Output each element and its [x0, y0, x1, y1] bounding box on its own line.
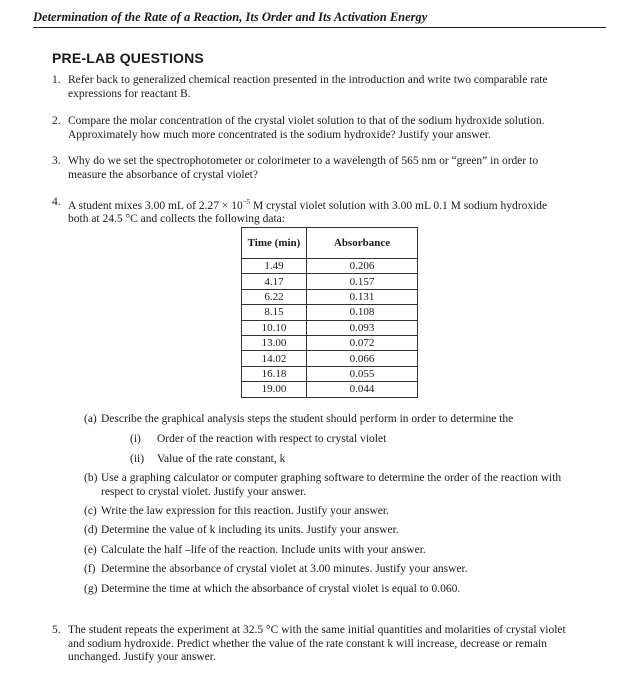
question-text [68, 196, 568, 227]
subpart-a-i [130, 433, 590, 447]
table-row [242, 320, 418, 335]
question-number: 2. [52, 115, 61, 127]
subpart-a-ii [130, 453, 590, 467]
subpart-c [84, 505, 594, 519]
subpart-label: (a) [84, 413, 97, 425]
time-cell: 4.17 [242, 274, 307, 289]
table-row [242, 274, 418, 289]
absorbance-cell: 0.055 [307, 366, 418, 381]
subpart-text: Use a graphing calculator or computer graphing software to determine the order of the reaction with respect to crystal violet. Justify your answer. [101, 472, 562, 498]
question-number: 5. [52, 624, 61, 636]
subpart-text: Determine the time at which the absorbance of crystal violet is equal to 0.060. [101, 583, 461, 595]
absorbance-cell: 0.157 [307, 274, 418, 289]
table-row [242, 289, 418, 304]
subpart-label: (f) [84, 563, 96, 575]
subpart-label: (i) [130, 433, 141, 445]
subpart-label: (d) [84, 524, 98, 536]
question-5 [52, 624, 568, 665]
subpart-text: Calculate the half –life of the reaction. Include units with your answer. [101, 544, 426, 556]
subpart-e [84, 544, 594, 558]
subpart-label: (g) [84, 583, 98, 595]
table-row [242, 382, 418, 397]
question-text-part: M crystal violet solution with 3.00 mL 0.1 M sodium hydroxide both at 24.5 °C and collects the following data: [68, 199, 548, 226]
absorbance-cell: 0.131 [307, 289, 418, 304]
subpart-text: Order of the reaction with respect to crystal violet [157, 433, 387, 445]
table-row [242, 366, 418, 381]
question-number: 4. [52, 196, 61, 208]
absorbance-cell: 0.066 [307, 351, 418, 366]
absorbance-cell: 0.044 [307, 382, 418, 397]
time-cell: 19.00 [242, 382, 307, 397]
time-cell: 13.00 [242, 335, 307, 350]
table-row [242, 259, 418, 274]
question-4 [52, 196, 568, 227]
exponent: −5 [242, 198, 251, 206]
question-text-part: A student mixes 3.00 mL of 2.27 × 10 [68, 199, 243, 212]
column-header-time: Time (min) [242, 228, 307, 259]
table-row [242, 351, 418, 366]
column-header-absorbance: Absorbance [307, 228, 418, 259]
section-title: PRE-LAB QUESTIONS [52, 50, 204, 66]
subpart-f [84, 563, 594, 577]
subpart-label: (e) [84, 544, 97, 556]
data-table [241, 227, 418, 398]
subpart-label: (c) [84, 505, 97, 517]
subpart-d [84, 524, 594, 538]
subpart-text: Value of the rate constant, k [157, 453, 286, 465]
question-text: Why do we set the spectrophotometer or colorimeter to a wavelength of 565 nm or “green” in order to measure the absorbance of crystal violet? [68, 155, 539, 181]
subpart-g [84, 583, 594, 597]
time-cell: 6.22 [242, 289, 307, 304]
question-1 [52, 74, 568, 101]
subpart-text: Determine the value of k including its units. Justify your answer. [101, 524, 399, 536]
absorbance-cell: 0.093 [307, 320, 418, 335]
question-text: The student repeats the experiment at 32.5 °C with the same initial quantities and molarities of crystal violet and sodium hydroxide. Predict whether the value of the rate constant k will increase, decrease or remain unchanged. Justify your answer. [68, 624, 566, 663]
subpart-text: Describe the graphical analysis steps the student should perform in order to determine the [101, 413, 514, 425]
question-text: Refer back to generalized chemical reaction presented in the introduction and write two comparable rate expressions for reactant B. [68, 74, 548, 100]
subpart-text: Determine the absorbance of crystal violet at 3.00 minutes. Justify your answer. [101, 563, 468, 575]
table-row [242, 305, 418, 320]
question-3 [52, 155, 568, 182]
question-number: 1. [52, 74, 61, 86]
absorbance-cell: 0.072 [307, 335, 418, 350]
time-cell: 8.15 [242, 305, 307, 320]
question-number: 3. [52, 155, 61, 167]
subpart-b [84, 472, 584, 499]
table-row [242, 335, 418, 350]
absorbance-cell: 0.206 [307, 259, 418, 274]
time-cell: 10.10 [242, 320, 307, 335]
document-header: Determination of the Rate of a Reaction, Its Order and Its Activation Energy [33, 10, 606, 28]
subpart-label: (ii) [130, 453, 145, 465]
time-cell: 1.49 [242, 259, 307, 274]
question-2 [52, 115, 568, 142]
time-cell: 14.02 [242, 351, 307, 366]
absorbance-cell: 0.108 [307, 305, 418, 320]
question-text: Compare the molar concentration of the crystal violet solution to that of the sodium hydroxide solution. Approximately how much more concentrated is the sodium hydroxide? Justify your answer. [68, 115, 545, 141]
time-cell: 16.18 [242, 366, 307, 381]
subpart-a [84, 413, 594, 427]
subpart-text: Write the law expression for this reaction. Justify your answer. [101, 505, 389, 517]
subpart-label: (b) [84, 472, 98, 484]
